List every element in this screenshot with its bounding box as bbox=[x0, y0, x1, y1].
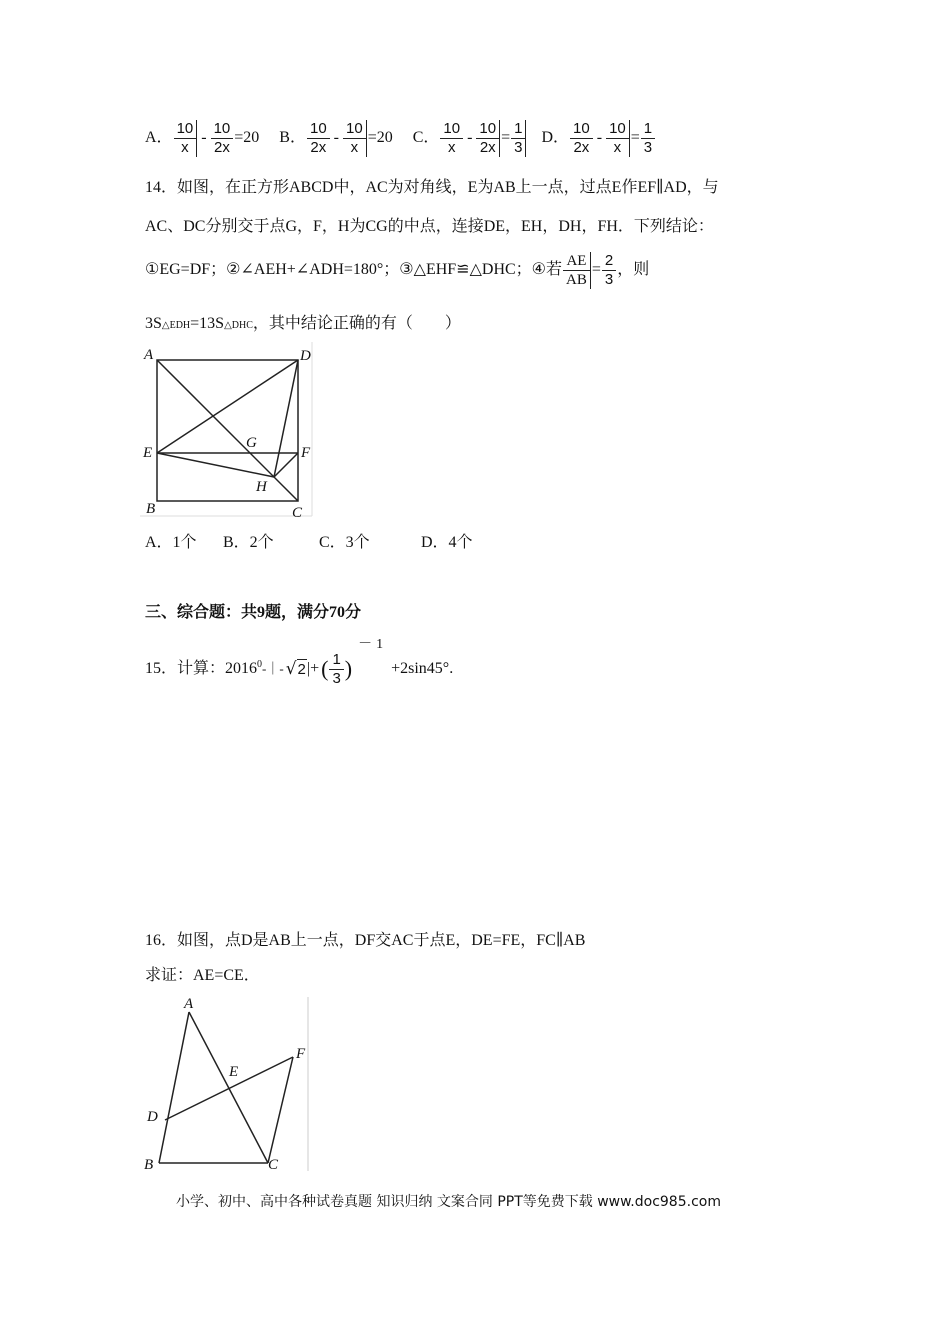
sqrt-value: 2 bbox=[297, 660, 306, 678]
equals-sign: = bbox=[591, 261, 601, 278]
label-c: C bbox=[268, 1157, 279, 1173]
q14-square-figure bbox=[140, 342, 320, 522]
footer-text: 小学、初中、高中各种试卷真题 知识归纳 文案合同 PPT等免费下载 www.doc985.com bbox=[176, 1194, 721, 1210]
fraction: $\frac{AE}{AB}$ bbox=[563, 252, 591, 289]
fraction: $\frac{10}{x}$ bbox=[174, 120, 198, 157]
abs-close-plus: |+ bbox=[306, 660, 320, 677]
exponent: －1 bbox=[358, 637, 388, 652]
label-a: A bbox=[184, 996, 194, 1012]
q14-option-d: D．4个 bbox=[421, 534, 473, 551]
fraction: $\frac{10}{x}$ bbox=[606, 120, 630, 157]
label-d: D bbox=[300, 348, 311, 364]
label-b: B bbox=[144, 1157, 154, 1173]
option-d-label: D． bbox=[541, 129, 570, 146]
label-a: A bbox=[144, 347, 154, 363]
q14-line-3 bbox=[145, 248, 649, 292]
option-b-label: B． bbox=[279, 129, 306, 146]
paren-open: ( bbox=[321, 656, 329, 681]
diagonal-ac bbox=[157, 360, 298, 501]
label-h: H bbox=[256, 479, 267, 495]
abs-open: -｜- bbox=[262, 661, 284, 676]
equals-sign: = bbox=[501, 129, 511, 146]
label-f: F bbox=[301, 445, 311, 461]
fraction: $\frac{1}{3}$ bbox=[511, 120, 526, 157]
q14-option-c: C．3个 bbox=[319, 534, 370, 551]
q14-option-b: B．2个 bbox=[223, 534, 274, 551]
equation-rhs: =20 bbox=[367, 129, 393, 146]
fraction: $\frac{2}{3}$ bbox=[602, 252, 616, 289]
q14-option-a: A．1个 bbox=[145, 534, 197, 551]
segment-dh bbox=[274, 360, 298, 477]
minus-sign: - bbox=[333, 129, 339, 146]
minus-sign: - bbox=[201, 129, 207, 146]
q16-triangle-figure bbox=[140, 995, 315, 1175]
segment-ac bbox=[189, 1012, 268, 1163]
q14-line-4 bbox=[145, 314, 461, 336]
sqrt-symbol: √ bbox=[285, 659, 297, 679]
fraction: $\frac{1}{3}$ bbox=[641, 120, 655, 157]
fraction: $\frac{10}{x}$ bbox=[343, 120, 367, 157]
equals-sign: = bbox=[630, 129, 640, 146]
label-e: E bbox=[143, 445, 153, 461]
q14-line-2: AC、DC分别交于点G，F，H为CG的中点，连接DE，EH，DH，FH．下列结论： bbox=[145, 218, 714, 235]
segment-eh bbox=[157, 453, 274, 477]
q16-line-1: 16．如图，点D是AB上一点，DF交AC于点E，DE=FE，FC∥AB bbox=[145, 932, 586, 949]
fraction: $\frac{10}{2x}$ bbox=[476, 120, 500, 157]
paren-close: ) bbox=[344, 656, 353, 681]
q15-expression bbox=[145, 637, 454, 698]
fraction: $\frac{10}{2x}$ bbox=[307, 120, 330, 157]
section-heading: 三、综合题：共9题，满分70分 bbox=[145, 604, 362, 621]
exponent: 0 bbox=[257, 659, 263, 670]
q16-line-2: 求证：AE=CE． bbox=[145, 967, 260, 984]
segment-ab bbox=[159, 1012, 189, 1163]
q15-prefix: 15．计算：2016 bbox=[145, 660, 258, 677]
fraction: $\frac{1}{3}$ bbox=[329, 651, 343, 688]
option-a-label: A． bbox=[145, 129, 173, 146]
label-c: C bbox=[292, 505, 303, 521]
fraction: $\frac{10}{2x}$ bbox=[211, 120, 234, 157]
subscript: △DHC bbox=[224, 320, 253, 331]
segment-de bbox=[157, 360, 298, 453]
label-g: G bbox=[246, 435, 257, 451]
subscript: △EDH bbox=[161, 320, 191, 331]
q14-line-1: 14．如图，在正方形ABCD中，AC为对角线，E为AB上一点，过点E作EF∥AD，与 bbox=[145, 179, 719, 196]
fraction: $\frac{10}{2x}$ bbox=[570, 120, 593, 157]
q14-text-tail: ，则 bbox=[617, 261, 650, 278]
q15-suffix: +2sin45°. bbox=[391, 660, 454, 677]
q14-conclusions-text: ①EG=DF；②∠AEH+∠ADH=180°；③△EHF≌△DHC；④若 bbox=[145, 261, 563, 278]
minus-sign: - bbox=[596, 129, 603, 146]
area-term: 3S bbox=[145, 315, 162, 332]
q13-options bbox=[145, 116, 656, 160]
area-term: =13S bbox=[190, 315, 225, 332]
q14-question-text: ，其中结论正确的有（ ） bbox=[252, 315, 461, 332]
segment-fc bbox=[268, 1057, 293, 1163]
minus-sign: - bbox=[467, 129, 473, 146]
label-b: B bbox=[146, 501, 156, 517]
option-c-label: C． bbox=[412, 129, 440, 146]
equation-rhs: =20 bbox=[234, 129, 260, 146]
fraction: $\frac{10}{x}$ bbox=[440, 120, 463, 157]
label-e: E bbox=[229, 1064, 239, 1080]
label-d: D bbox=[147, 1109, 158, 1125]
label-f: F bbox=[296, 1046, 306, 1062]
